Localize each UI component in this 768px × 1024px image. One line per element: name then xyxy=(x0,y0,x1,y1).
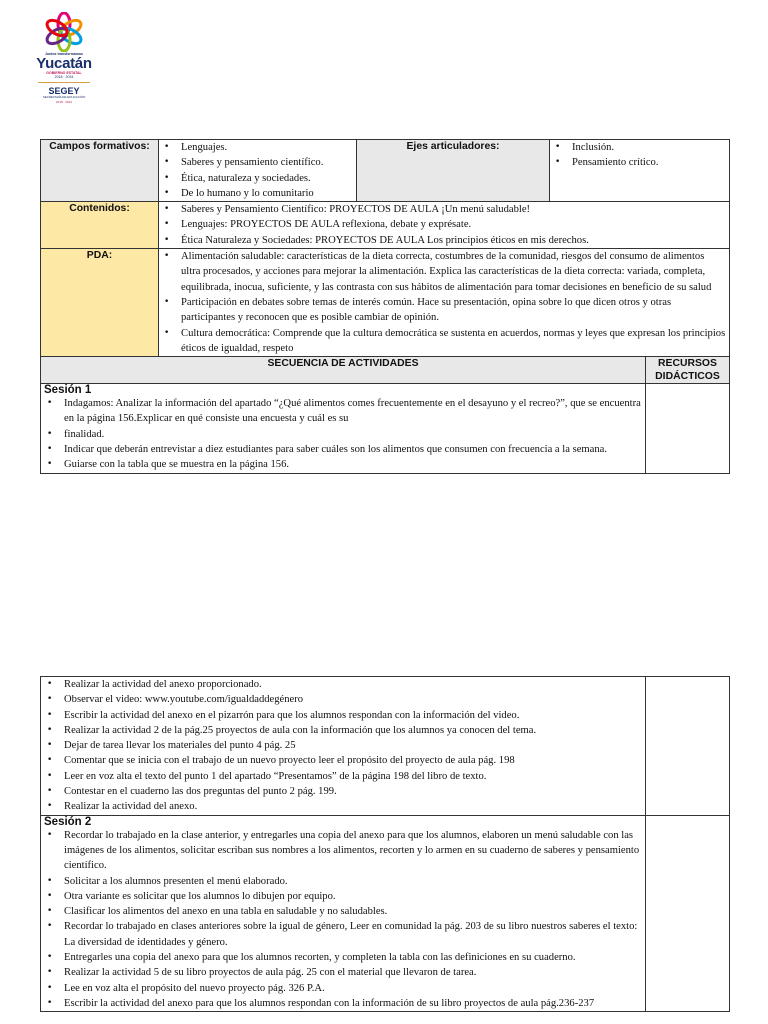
list-item: • Ética, naturaleza y sociedades. xyxy=(181,171,353,186)
list-item: • Realizar la actividad 5 de su libro proyectos de aula pág. 25 con el material que llevaron de tarea. xyxy=(64,965,642,980)
list-item: • Pensamiento crítico. xyxy=(572,155,726,170)
ejes-label: Ejes articuladores: xyxy=(357,140,550,202)
list-item: • Saberes y pensamiento científico. xyxy=(181,155,353,170)
sesion1-row xyxy=(41,384,730,473)
lesson-plan-table xyxy=(40,139,730,474)
sesion2-cell xyxy=(41,815,646,1012)
list-item: • Leer en voz alta el texto del punto 1 del apartado “Presentamos” de la página 198 del libro de texto. xyxy=(64,769,642,784)
yucatan-segey-logo xyxy=(30,12,98,104)
logo-government: GOBIERNO ESTATAL xyxy=(46,71,82,75)
list-item: • Dejar de tarea llevar los materiales del punto 4 pág. 25 xyxy=(64,738,642,753)
sesion1-continued-cell xyxy=(41,677,646,816)
campos-cell xyxy=(159,140,357,202)
logo-agency-sub: SECRETARÍA DE EDUCACIÓN xyxy=(42,95,86,99)
sesion1-recursos-cell xyxy=(646,384,730,473)
pda-row xyxy=(41,249,730,357)
sesion2-list xyxy=(41,828,642,1012)
sesion1-title: Sesión 1 xyxy=(44,384,92,397)
logo-years: 2018 · 2024 xyxy=(54,75,74,79)
ejes-cell xyxy=(550,140,730,202)
list-item: • Entregarles una copia del anexo para que los alumnos recorten, y completen la tabla con las definiciones en su cuaderno. xyxy=(64,950,642,965)
sesion1-list xyxy=(41,396,642,472)
contenidos-row xyxy=(41,202,730,249)
list-item: • Alimentación saludable: características de la dieta correcta, costumbres de la comunidad, riesgos del consumo de alimentos ultra procesados, y acciones para mejorar la alimentación. Explica las características de la dieta correcta: variada, completa, equilibrada, inocua, suficiente, y las contrasta con sus hábitos de alimentación para tomar decisiones en beneficio de su salud xyxy=(181,249,726,295)
list-item: • Contestar en el cuaderno las dos preguntas del punto 2 pág. 199. xyxy=(64,784,642,799)
list-item: • Guiarse con la tabla que se muestra en la página 156. xyxy=(64,457,642,472)
sesion1-cell xyxy=(41,384,646,473)
sesion1-continued-row xyxy=(41,677,730,816)
logo-agency-years: 2018 · 2024 xyxy=(55,99,72,104)
list-item: • Inclusión. xyxy=(572,140,726,155)
list-item: • Comentar que se inicia con el trabajo de un nuevo proyecto leer el propósito del proyecto de aula pág. 198 xyxy=(64,753,642,768)
list-item: • Lenguajes: PROYECTOS DE AULA reflexiona, debate y exprésate. xyxy=(181,217,726,232)
campos-list xyxy=(162,140,353,201)
contenidos-list xyxy=(162,202,726,248)
list-item: • Ética Naturaleza y Sociedades: PROYECTOS DE AULA Los principios éticos en mis derechos. xyxy=(181,233,726,248)
list-item: • Clasificar los alimentos del anexo en una tabla en saludable y no saludables. xyxy=(64,904,642,919)
list-item: • finalidad. xyxy=(64,427,642,442)
list-item: • Solicitar a los alumnos presenten el menú elaborado. xyxy=(64,874,642,889)
list-item: • Recordar lo trabajado en clases anteriores sobre la igual de género, Leer en comunidad la pág. 203 de su libro nuestros saberes el texto: La diversidad de identidades y género. xyxy=(64,919,642,950)
secuencia-header: SECUENCIA DE ACTIVIDADES xyxy=(41,357,646,384)
list-item: • Lee en voz alta el propósito del nuevo proyecto pág. 326 P.A. xyxy=(64,981,642,996)
list-item: • Indagamos: Analizar la información del apartado “¿Qué alimentos comes frecuentemente en el desayuno y el recreo?”, que se encuentra en la página 156.Explicar en qué consiste una encuesta y cuál es su xyxy=(64,396,642,427)
sesion2-title: Sesión 2 xyxy=(44,815,92,828)
list-item: • Recordar lo trabajado en la clase anterior, y entregarles una copia del anexo para que los alumnos, elaboren un menú saludable con las imágenes de los alimentos, solicitar escriban sus nombres a los alimentos, recorten y lo armen en su cuaderno de saberes y pensamiento científico. xyxy=(64,828,642,874)
list-item: • Realizar la actividad 2 de la pág.25 proyectos de aula con la información que los alumnos ya conocen del tema. xyxy=(64,723,642,738)
list-item: • Cultura democrática: Comprende que la cultura democrática se sustenta en acuerdos, normas y leyes que expresan los principios éticos de igualdad, respeto xyxy=(181,326,726,357)
contenidos-cell xyxy=(159,202,730,249)
recursos-header: RECURSOS DIDÁCTICOS xyxy=(646,357,730,384)
contenidos-label: Contenidos: xyxy=(41,202,159,249)
logo-tagline: Juntos transformamos xyxy=(45,52,83,56)
pda-label: PDA: xyxy=(41,249,159,357)
sesion1-continued-recursos-cell xyxy=(646,677,730,816)
list-item: • Participación en debates sobre temas de interés común. Hace su presentación, opina sobre lo que dicen otros y otras participantes y reconocen que es posible cambiar de opinión. xyxy=(181,295,726,326)
logo-agency: SEGEY xyxy=(48,86,80,96)
list-item: • De lo humano y lo comunitario xyxy=(181,186,353,201)
logo-divider xyxy=(38,82,90,83)
yucatan-flower-logo-icon xyxy=(44,12,84,52)
secuencia-header-row xyxy=(41,357,730,384)
list-item: • Indicar que deberán entrevistar a diez estudiantes para saber cuáles son los alimentos que consumen con frecuencia a la semana. xyxy=(64,442,642,457)
campos-label: Campos formativos: xyxy=(41,140,159,202)
ejes-list xyxy=(553,140,726,171)
list-item: • Lenguajes. xyxy=(181,140,353,155)
sesion2-row xyxy=(41,815,730,1012)
pda-list xyxy=(162,249,726,356)
list-item: • Realizar la actividad del anexo. xyxy=(64,799,642,814)
sesion1-continued-list xyxy=(41,677,642,815)
activities-table-continued xyxy=(40,676,730,1012)
pda-cell xyxy=(159,249,730,357)
list-item: • Escribir la actividad del anexo en el pizarrón para que los alumnos respondan con la información del video. xyxy=(64,708,642,723)
list-item: • Otra variante es solicitar que los alumnos lo dibujen por equipo. xyxy=(64,889,642,904)
list-item: • Saberes y Pensamiento Científico: PROYECTOS DE AULA ¡Un menú saludable! xyxy=(181,202,726,217)
list-item: • Observar el video: www.youtube.com/igualdaddegénero xyxy=(64,692,642,707)
sesion2-recursos-cell xyxy=(646,815,730,1012)
logo-state-name: Yucatán xyxy=(36,55,92,72)
list-item: • Realizar la actividad del anexo proporcionado. xyxy=(64,677,642,692)
campos-row xyxy=(41,140,730,202)
list-item: • Escribir la actividad del anexo para que los alumnos respondan con la información de su libro proyectos de aula pág.236-237 xyxy=(64,996,642,1011)
